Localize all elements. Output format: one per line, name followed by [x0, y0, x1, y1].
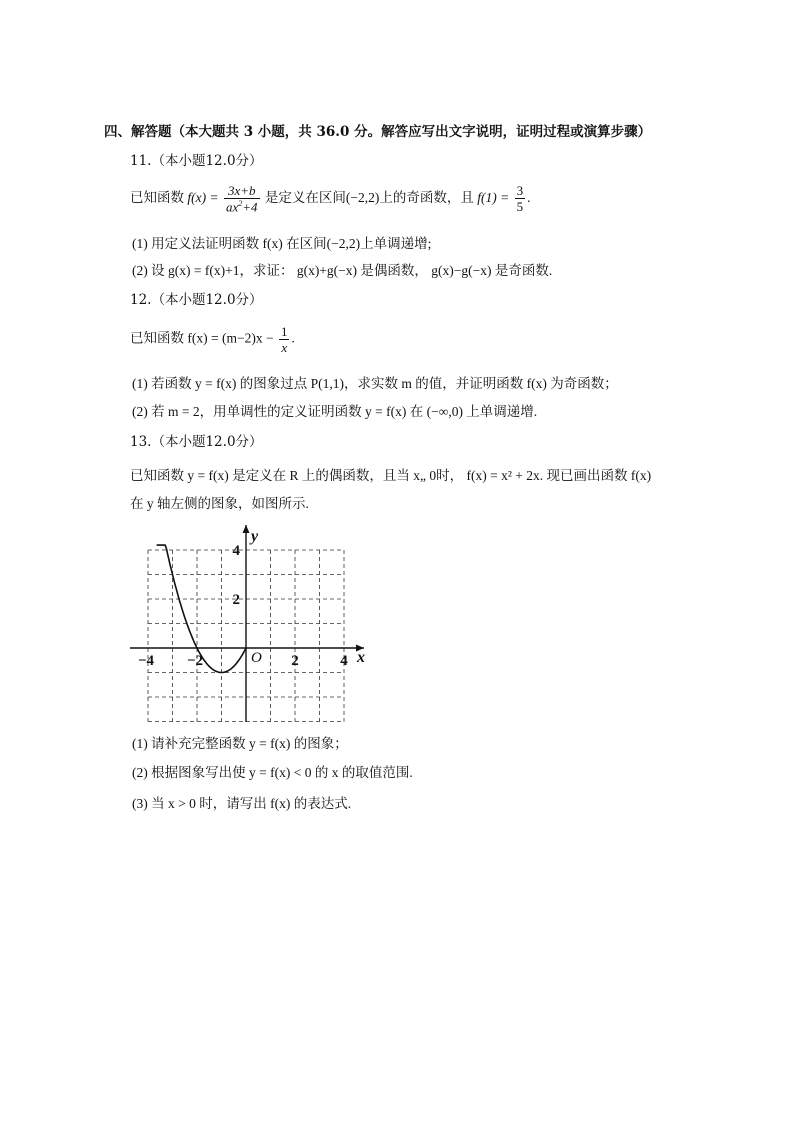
q13-header: 13.（本小题12.0分） [130, 434, 263, 450]
q11-part1: (1) 用定义法证明函数 f(x) 在区间(−2,2)上单调递增; [132, 236, 432, 251]
q11-value-fraction [515, 184, 526, 213]
q11-stem [130, 184, 531, 213]
q13-part1: (1) 请补充完整函数 y = f(x) 的图象； [132, 736, 348, 751]
q13-stem-line2: 在 y 轴左侧的图象，如图所示. [130, 496, 309, 511]
origin-label: O [251, 650, 262, 666]
q13-part2: (2) 根据图象写出使 y = f(x) < 0 的 x 的取值范围. [132, 765, 413, 780]
y-axis-label: y [251, 528, 259, 545]
q12-part2: (2) 若 m = 2，用单调性的定义证明函数 y = f(x) 在 (−∞,0) 上单调递增. [132, 404, 538, 419]
x-tick-label: −2 [186, 653, 204, 669]
q11-val-num: 3 [516, 183, 524, 199]
q12-frac-den: x [281, 340, 288, 355]
q12-stem-end: . [291, 330, 295, 346]
q11-part2: (2) 设 g(x) = f(x)+1，求证： g(x)+g(−x) 是偶函数， g(x)−g(−x) 是奇函数. [132, 263, 553, 278]
q11-den-b: +4 [242, 199, 258, 215]
q11-fraction [224, 184, 260, 213]
y-axis-arrow [243, 525, 250, 533]
q12-fraction [279, 325, 290, 354]
x-tick-label: −4 [137, 653, 155, 669]
q12-stem-pre: 已知函数 f(x) = (m−2)x − [130, 330, 274, 346]
q11-fx: f(x) = [187, 189, 219, 205]
q13-part3: (3) 当 x > 0 时，请写出 f(x) 的表达式. [132, 796, 352, 811]
q11-header: 11.（本小题12.0分） [130, 153, 263, 169]
q11-stem-pre: 已知函数 [130, 189, 184, 205]
x-tick-label: 2 [291, 653, 299, 669]
q11-frac-den [224, 199, 260, 213]
y-tick-label: 4 [232, 543, 240, 559]
q11-stem-mid: 是定义在区间(−2,2)上的奇函数，且 [264, 189, 474, 205]
q11-den-a: ax [225, 199, 239, 215]
q11-den-exp: 2 [238, 199, 243, 208]
function-graph [126, 522, 376, 727]
q13-stem-line1: 已知函数 y = f(x) 是定义在 R 上的偶函数，且当 x„ 0时， f(x) = x² + 2x. 现已画出函数 f(x) [130, 468, 652, 483]
x-axis-label: x [357, 649, 365, 666]
q12-stem [130, 325, 295, 354]
q11-stem-end: . [527, 189, 531, 205]
q11-frac-num: 3x+b [224, 184, 260, 199]
q11-val-den: 5 [516, 199, 524, 215]
y-tick-label: 2 [232, 592, 240, 608]
q12-part1: (1) 若函数 y = f(x) 的图象过点 P(1,1)，求实数 m 的值，并证明函数 f(x) 为奇函数； [132, 376, 618, 391]
x-tick-label: 4 [340, 653, 348, 669]
q12-header: 12.（本小题12.0分） [130, 292, 263, 308]
q11-f1: f(1) = [477, 189, 510, 205]
q12-frac-num: 1 [280, 324, 288, 339]
section-title: 四、解答题（本大题共 3 小题，共 36.0 分。解答应写出文字说明，证明过程或演算步骤） [104, 124, 652, 140]
